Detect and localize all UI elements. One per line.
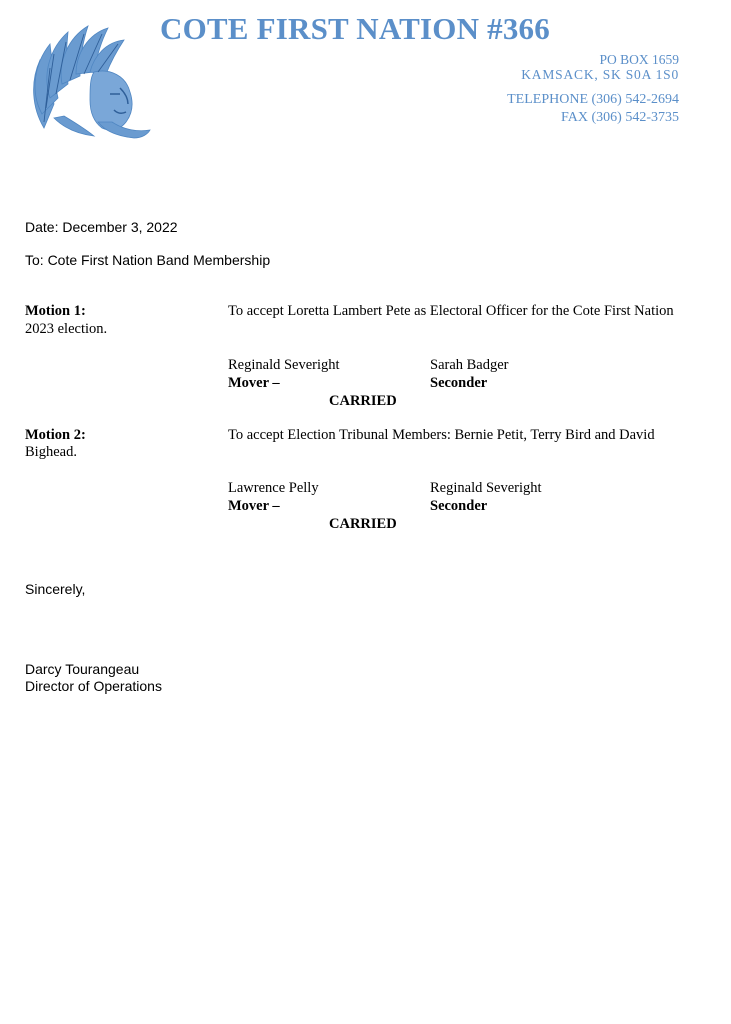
motion-1-seconder-name: Sarah Badger (430, 357, 509, 373)
po-box: PO BOX 1659 (599, 52, 679, 67)
motion-2-label: Motion 2: (25, 427, 86, 443)
motion-2-text: To accept Election Tribunal Members: Bernie Petit, Terry Bird and David (228, 427, 655, 443)
to-line: To: Cote First Nation Band Membership (25, 252, 271, 268)
motion-1-text: To accept Loretta Lambert Pete as Electoral Officer for the Cote First Nation (228, 303, 674, 319)
motion-1-mover-name: Reginald Severight (228, 357, 340, 373)
motion-2-seconder-name: Reginald Severight (430, 480, 542, 496)
signer-title: Director of Operations (25, 678, 162, 694)
fax: FAX (306) 542-3735 (561, 110, 679, 125)
motion-2-mover-name: Lawrence Pelly (228, 480, 319, 496)
organization-name: COTE FIRST NATION #366 (160, 11, 550, 46)
city-line: KAMSACK, SK S0A 1S0 (521, 67, 679, 82)
telephone: TELEPHONE (306) 542-2694 (507, 92, 679, 107)
motion-2-seconder-label: Seconder (430, 498, 488, 514)
chief-headdress-logo-icon (24, 18, 152, 142)
motion-1-result: CARRIED (329, 393, 397, 409)
motion-1-mover-label: Mover – (228, 375, 280, 391)
date-line: Date: December 3, 2022 (25, 219, 178, 235)
motion-2-result: CARRIED (329, 516, 397, 532)
motion-1-text-continued: 2023 election. (25, 321, 108, 337)
motion-2-text-continued: Bighead. (25, 444, 77, 460)
motion-1-seconder-label: Seconder (430, 375, 488, 391)
signer-name: Darcy Tourangeau (25, 661, 140, 677)
motion-1-label: Motion 1: (25, 303, 86, 319)
closing: Sincerely, (25, 581, 86, 597)
motion-2-mover-label: Mover – (228, 498, 280, 514)
